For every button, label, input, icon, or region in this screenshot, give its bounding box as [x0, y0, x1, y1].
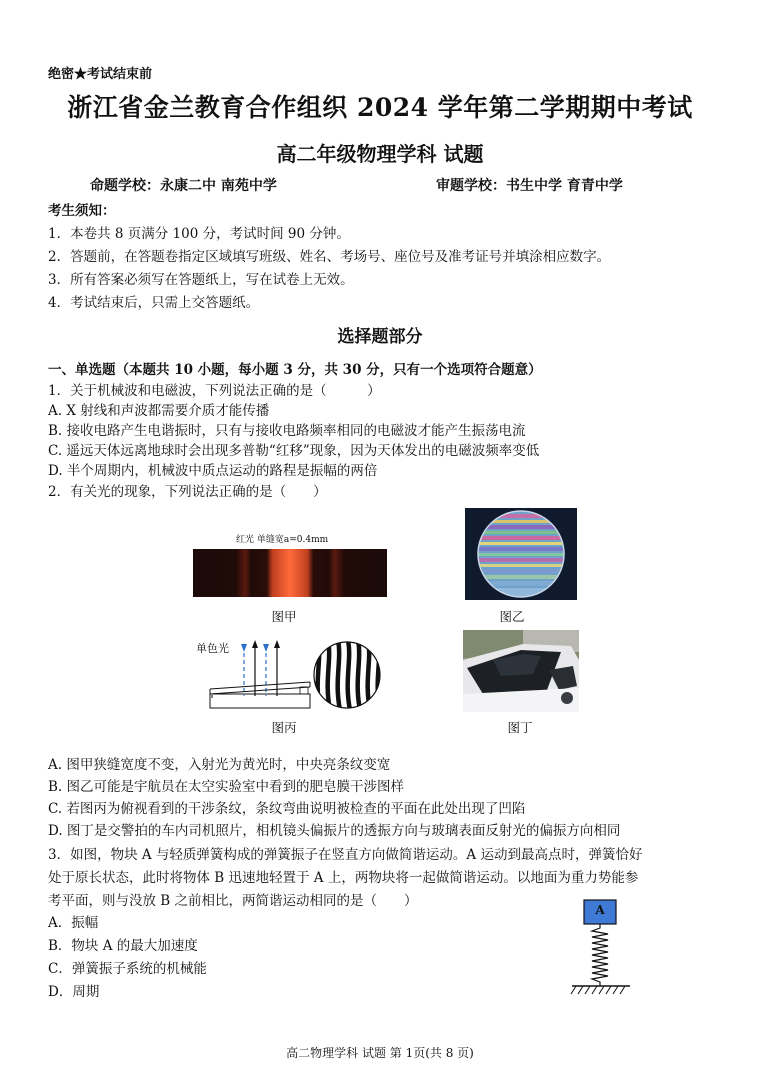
fig-a-caption: 图甲 [271, 609, 297, 624]
fig-c-label: 单色光 [196, 642, 229, 655]
setter-schools: 命题学校：永康二中 南苑中学 [90, 178, 277, 194]
fig-c-caption: 图丙 [271, 720, 297, 735]
q2-stem: 2．有关光的现象，下列说法正确的是（ ） [48, 484, 327, 500]
q2-option-a: A. 图甲狭缝宽度不变，入射光为黄光时，中央亮条纹变宽 [48, 757, 391, 773]
section-title: 选择题部分 [337, 327, 423, 347]
notice-item: 1．本卷共 8 页满分 100 分，考试时间 90 分钟。 [48, 226, 350, 242]
reviewer-schools: 审题学校：书生中学 育青中学 [436, 178, 623, 194]
q1-stem: 1．关于机械波和电磁波，下列说法正确的是（ ） [48, 383, 381, 399]
q3-option-a: A．振幅 [48, 915, 99, 931]
q2-option-d: D. 图丁是交警拍的车内司机照片，相机镜头偏振片的透振方向与玻璃表面反射光的偏振方向相同 [48, 823, 621, 839]
q1-option-c: C. 遥远天体远离地球时会出现多普勒“红移”现象，因为天体发出的电磁波频率变低 [48, 443, 540, 459]
fig-b-soap-film [465, 508, 577, 600]
page-footer: 高二物理学科 试题 第 1页(共 8 页) [286, 1046, 474, 1060]
q1-option-b: B. 接收电路产生电谐振时，只有与接收电路频率相同的电磁波才能产生振荡电流 [48, 423, 526, 439]
exam-subtitle: 高二年级物理学科 试题 [276, 142, 484, 166]
q1-option-a: A. X 射线和声波都需要介质才能传播 [48, 403, 270, 419]
fig-a-label: 红光 单缝宽a=0.4mm [236, 535, 329, 545]
secret-mark: 绝密★考试结束前 [48, 67, 153, 82]
part1-heading: 一、单选题（本题共 10 小题，每小题 3 分，共 30 分，只有一个选项符合题意） [48, 362, 542, 378]
fig-b-caption: 图乙 [499, 609, 525, 624]
q3-block-label: A [595, 903, 605, 917]
notice-item: 4．考试结束后，只需上交答题纸。 [48, 295, 260, 311]
fig-d-car-photo [463, 630, 579, 712]
q2-option-c: C. 若图丙为俯视看到的干涉条纹，条纹弯曲说明被检查的平面在此处出现了凹陷 [48, 801, 526, 817]
q3-option-c: C．弹簧振子系统的机械能 [48, 961, 207, 977]
exam-title: 浙江省金兰教育合作组织 2024 学年第二学期期中考试 [67, 93, 693, 122]
notice-heading: 考生须知： [48, 203, 116, 219]
q3-stem-line: 处于原长状态，此时将物体 B 迅速地轻置于 A 上，两物块将一起做简谐运动。以地面为重力势能参 [48, 870, 639, 886]
q3-stem-line: 3．如图，物块 A 与轻质弹簧构成的弹簧振子在竖直方向做简谐运动。A 运动到最高点时，弹簧恰好 [48, 847, 643, 863]
fig-c-fringes [312, 640, 382, 710]
fig-a-diffraction [193, 549, 387, 597]
q1-option-d: D. 半个周期内，机械波中质点运动的路程是振幅的两倍 [48, 463, 378, 479]
q3-stem-line: 考平面，则与没放 B 之前相比，两简谐运动相同的是（ ） [48, 893, 418, 909]
fig-d-caption: 图丁 [507, 720, 533, 735]
q3-option-b: B．物块 A 的最大加速度 [48, 938, 198, 954]
notice-item: 2．答题前，在答题卷指定区域填写班级、姓名、考场号、座位号及准考证号并填涂相应数字。 [48, 249, 611, 265]
notice-item: 3．所有答案必须写在答题纸上，写在试卷上无效。 [48, 272, 354, 288]
q2-option-b: B. 图乙可能是宇航员在太空实验室中看到的肥皂膜干涉图样 [48, 779, 405, 795]
q3-option-d: D．周期 [48, 984, 100, 1000]
